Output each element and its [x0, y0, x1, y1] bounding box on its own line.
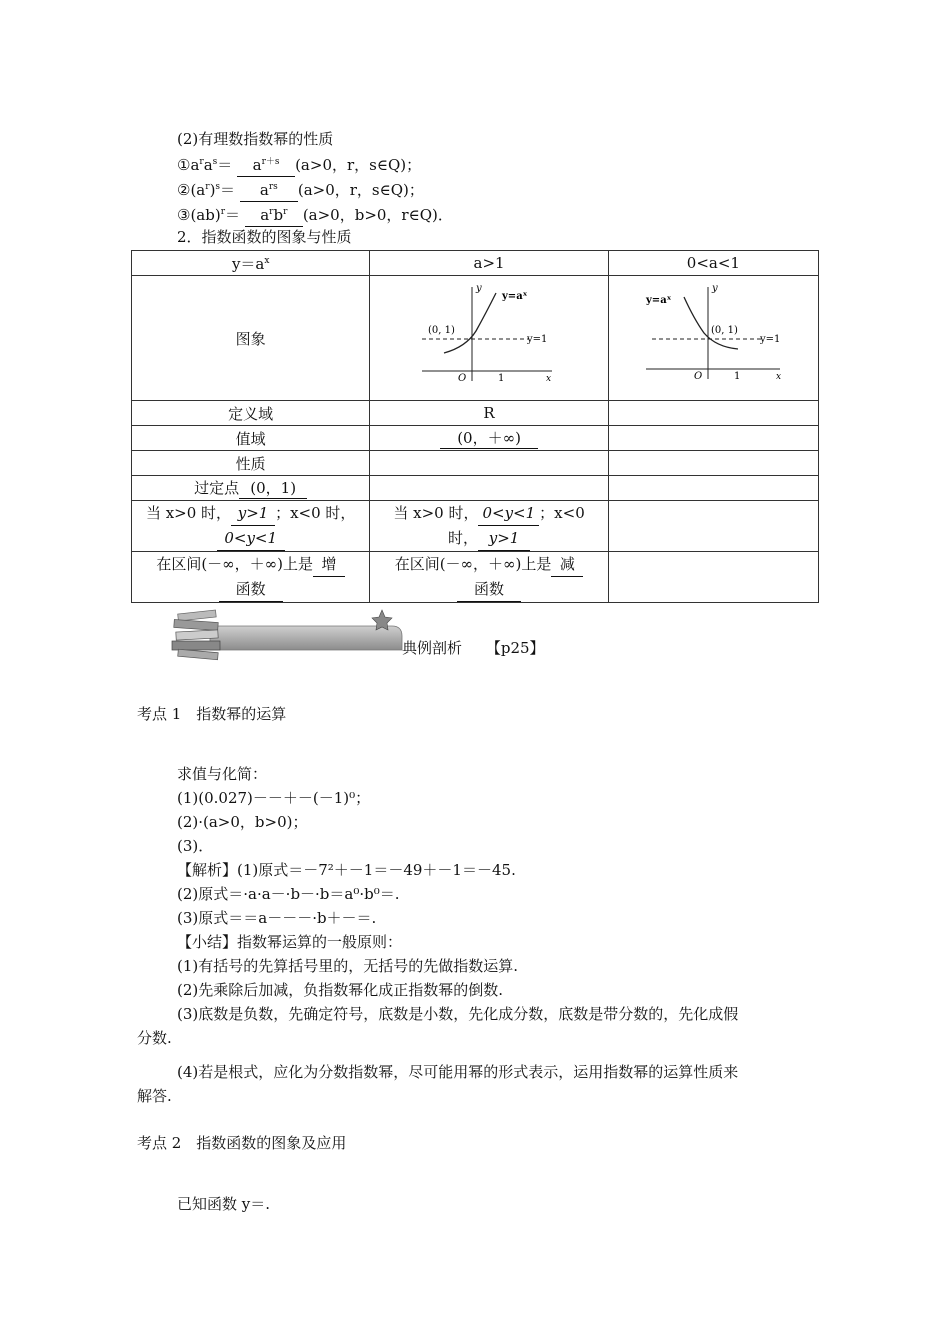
monotonic-increasing: 在区间(－∞，＋∞)上是 增 函数 — [132, 552, 370, 603]
kaodian-2-title: 考点 2 指数函数的图象及应用 — [137, 1134, 347, 1152]
exponential-function-table — [131, 250, 819, 603]
range-empty — [608, 426, 818, 451]
kaodian-1-title: 考点 1 指数幂的运算 — [137, 705, 287, 723]
ex1-line-4: (3)． — [177, 837, 214, 855]
ex1-line-3: (2)·(a>0，b>0)； — [177, 813, 308, 831]
fixed-point: 过定点 (0，1) — [132, 476, 370, 501]
ex1-line-6: (2)原式＝·a·a－·b－·b＝a⁰·b⁰＝. — [177, 885, 400, 903]
books-banner-icon — [170, 604, 405, 664]
svg-text:O: O — [694, 371, 703, 382]
svg-text:y=aˣ: y=aˣ — [502, 291, 528, 302]
monotonic-decreasing: 在区间(－∞，＋∞)上是 减 函数 — [370, 552, 608, 603]
domain-value: R — [370, 401, 608, 426]
ex1-line-2: (1)(0.027)－－＋－(－1)⁰； — [177, 789, 371, 807]
ex1-line-11: (3)底数是负数，先确定符号，底数是小数，先化成分数，底数是带分数的，先化成假 — [177, 1005, 739, 1023]
svg-text:1: 1 — [734, 371, 741, 382]
ex1-line-13: (4)若是根式，应化为分数指数幂，尽可能用幂的形式表示，运用指数幂的运算性质来 — [177, 1063, 739, 1081]
svg-text:y=aˣ: y=aˣ — [646, 295, 672, 306]
ex1-line-10: (2)先乘除后加减，负指数幂化成正指数幂的倒数. — [177, 981, 504, 999]
domain-label: 定义域 — [132, 401, 370, 426]
section-banner — [170, 604, 405, 664]
ex1-line-9: (1)有括号的先算括号里的，无括号的先做指数运算. — [177, 957, 519, 975]
property-3: ③(ab)$^r$＝ $a^rb^r$ (a>0，b>0，r∈Q)． — [177, 201, 453, 227]
head-a-lt-1: 0<a<1 — [608, 251, 818, 276]
ex2-line-1: 已知函数 y＝. — [177, 1195, 271, 1213]
property-2: $②(a^r)^s= a^{rs}$ (a>0，r，s∈Q)； — [177, 176, 424, 202]
ex1-line-5: 【解析】(1)原式＝－7²＋－1＝－49＋－1＝－45. — [177, 861, 516, 879]
svg-text:y=1: y=1 — [760, 334, 781, 345]
ex1-line-14: 解答. — [137, 1087, 172, 1105]
svg-text:O: O — [458, 373, 467, 384]
graph-decreasing — [608, 276, 818, 401]
svg-text:1: 1 — [498, 373, 505, 384]
ex1-line-7: (3)原式＝＝a－－－·b＋－＝. — [177, 909, 377, 927]
section-title: (2)有理数指数幂的性质 — [177, 130, 334, 148]
range-value: (0，＋∞) — [370, 426, 608, 451]
svg-text:y: y — [476, 283, 482, 294]
head-function: $y=a^x$ — [132, 251, 370, 276]
ex1-line-12: 分数. — [137, 1029, 172, 1047]
graph-label: 图象 — [132, 276, 370, 401]
graph-increasing — [370, 276, 608, 401]
svg-text:(0, 1): (0, 1) — [711, 325, 739, 336]
table-title: 2．指数函数的图象与性质 — [177, 228, 352, 246]
when-decreasing: 当 x>0 时， 0<y<1 ；x<0 时， y>1 — [370, 501, 608, 552]
ex1-line-8: 【小结】指数幂运算的一般原则： — [177, 933, 403, 951]
svg-text:y=1: y=1 — [527, 334, 548, 345]
svg-text:x: x — [546, 374, 552, 384]
svg-text:(0, 1): (0, 1) — [428, 325, 455, 336]
svg-text:x: x — [776, 372, 782, 382]
domain-empty — [608, 401, 818, 426]
property-1: $①a^ra^s= a^{r+s}$ (a>0，r，s∈Q)； — [177, 151, 421, 177]
svg-text:y: y — [712, 283, 719, 294]
when-increasing: 当 x>0 时， y>1 ；x<0 时， 0<y<1 — [132, 501, 370, 552]
head-a-gt-1: a>1 — [370, 251, 608, 276]
ex1-line-1: 求值与化简： — [177, 765, 268, 783]
increasing-graph — [414, 281, 564, 391]
banner-label: 典例剖析 【p25】 — [402, 639, 545, 657]
decreasing-graph — [638, 281, 788, 391]
property-label: 性质 — [132, 451, 370, 476]
range-label: 值域 — [132, 426, 370, 451]
